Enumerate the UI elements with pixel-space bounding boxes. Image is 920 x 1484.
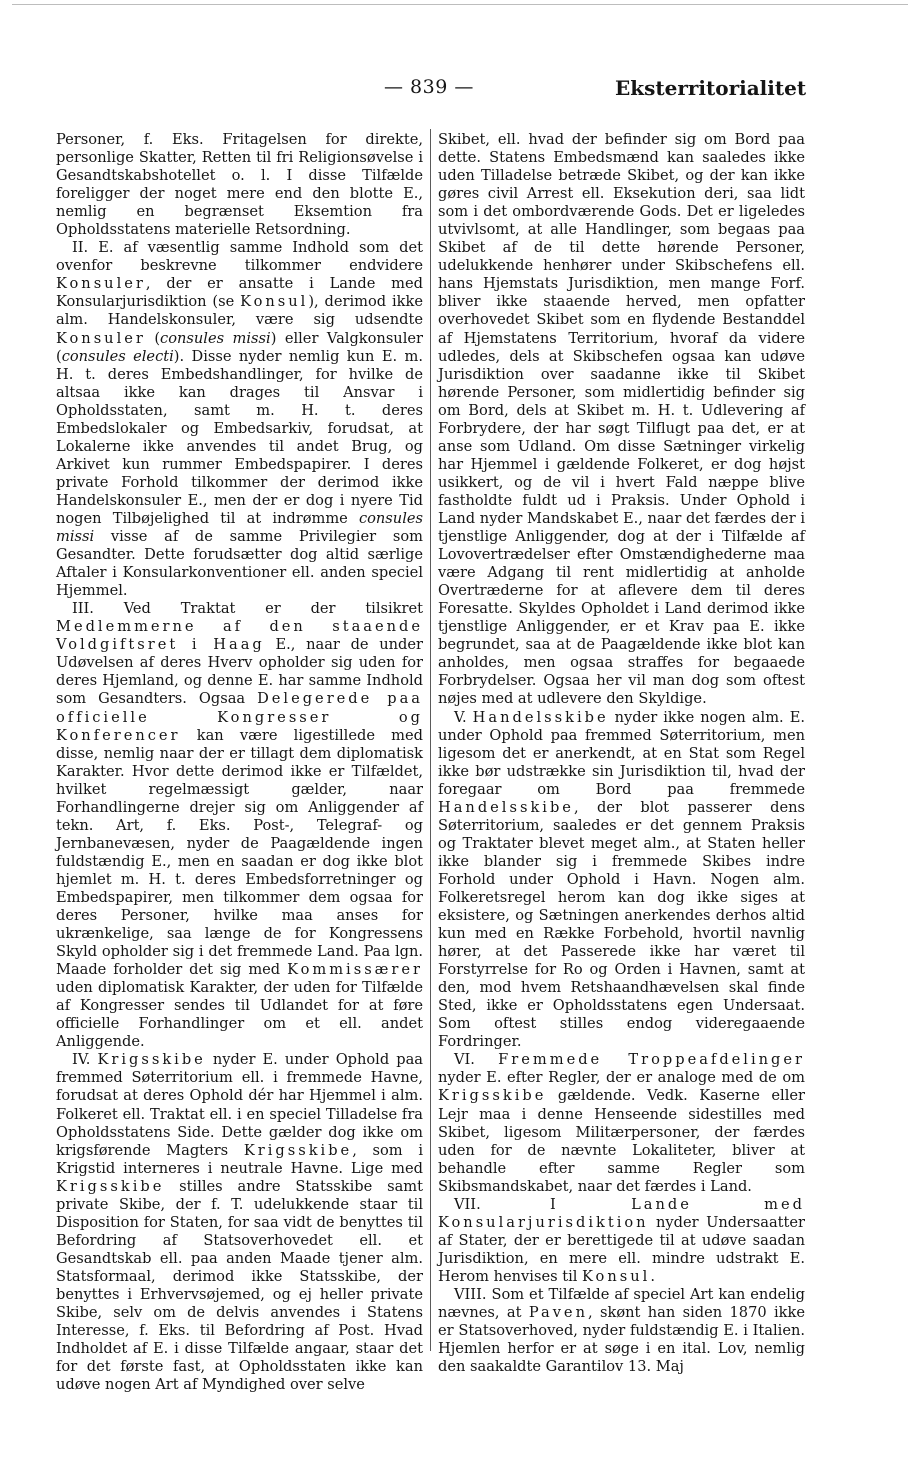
paragraph: IV. Krigsskibe nyder E. under Ophold paa fremmed Søterritorium ell. i fremmede Havne, forudsat at deres Ophold dér har Hjemmel i alm. Folkeret ell. Traktat ell. i en speciel Tilladelse fra Opholdsstatens Side. Dette gælder dog ikke om krigsførende Magters Krigsskibe, som i Krigstid interneres i neutrale Havne. Lige med Krigsskibe stilles andre Statsskibe samt private Skibe, der f. T. udelukkende staar til Disposition for Staten, for saa vidt de benyttes til Befordring af Statsoverhovedet ell. et Gesandtskab ell. paa anden Maade tjener alm. Statsformaal, derimod ikke Statsskibe, der benyttes i Erhvervsøjemed, og ej heller private Skibe, selv om de delvis anvendes i Statens Interesse, f. Eks. til Befordring af Post. Hvad Indholdet af E. i disse Tilfælde angaar, staar det for det første fast, at Opholdsstaten ikke kan udøve nogen Art af Myndighed over selve bbox=[56, 1051, 423, 1394]
paragraph: III. Ved Traktat er der tilsikret Medlemmerne af den staaende Voldgiftsret i Haag E., naar de under Udøvelsen af deres Hverv opholder sig uden for deres Hjemland, og denne E. har samme Indhold som Gesandters. Ogsaa Delegerede paa officielle Kongresser og Konferencer kan være ligestillede med disse, nemlig naar der er tillagt dem diplomatisk Karakter. Hvor dette derimod ikke er Tilfældet, hvilket regelmæssigt gælder, naar Forhandlingerne drejer sig om Anliggender af tekn. Art, f. Eks. Post-, Telegraf- og Jernbanevæsen, nyder de Paagældende ingen fuldstændig E., men en saadan er dog ikke blot hjemlet m. H. t. deres Embedsforretninger og Embedspapirer, men tilkommer dem ogsaa for deres Personer, hvilke maa anses for ukrænkelige, saa længe de for Kongressens Skyld opholder sig i det fremmede Land. Paa lgn. Maade forholder det sig med Kommissærer uden diplomatisk Karakter, der uden for Tilfælde af Kongresser sendes til Udlandet for at føre officielle Forhandlinger om et ell. andet Anliggende. bbox=[56, 600, 424, 1051]
right-column bbox=[438, 131, 805, 1376]
paragraph: Personer, f. Eks. Fritagelsen for direkte, personlige Skatter, Retten til fri Religionsøvelse i Gesandtskabshotellet o. l. I disse Tilfælde foreligger der noget mere end den blotte E., nemlig en begrænset Eksemtion fra Opholdsstatens materielle Retsordning. bbox=[56, 131, 423, 239]
paragraph: II. E. af væsentlig samme Indhold som det ovenfor beskrevne tilkommer endvidere Konsuler, der er ansatte i Lande med Konsularjurisdiktion (se Konsul), derimod ikke alm. Handelskonsuler, være sig udsendte Konsuler (consules missi) eller Valgkonsuler (consules electi). Disse nyder nemlig kun E. m. H. t. deres Embedshandlinger, for hvilke de altsaa ikke kan drages til Ansvar i Opholdsstaten, samt m. H. t. deres Embedslokaler og Embedsarkiv, forudsat, at Lokalerne ikke anvendes til andet Brug, og Arkivet kun rummer Embedspapirer. I deres private Forhold tilkommer der derimod ikke Handelskonsuler E., men der er dog i nyere Tid nogen Tilbøjelighed til at indrømme consules missi visse af de samme Privilegier som Gesandter. Dette forudsætter dog altid særlige Aftaler i Konsularkonventioner ell. anden speciel Hjemmel. bbox=[56, 239, 423, 600]
column-divider bbox=[430, 129, 431, 1351]
page-number: — 839 — bbox=[384, 76, 474, 98]
paragraph: Skibet, ell. hvad der befinder sig om Bord paa dette. Statens Embedsmænd kan saaledes ikke uden Tilladelse betræde Skibet, og der kan ikke gøres civil Arrest ell. Eksekution deri, saa lidt som i det ombordværende Gods. Det er ligeledes utvivlsomt, at alle Handlinger, som begaas paa Skibet af de til dette hørende Personer, udelukkende henhører under Skibschefens ell. hans Hjemstats Jurisdiktion, men mange Forf. bliver ikke staaende herved, men opfatter overhovedet Skibet som en flydende Bestanddel af Hjemstatens Territorium, hvoraf da videre udledes, dels at Skibschefen ogsaa kan udøve Jurisdiktion over saadanne ikke til Skibet hørende Personer, som midlertidig befinder sig om Bord, dels at Skibet m. H. t. Udlevering af Forbrydere, der har søgt Tilflugt paa det, er at anse som Udland. Om disse Sætninger virkelig har Hjemmel i gældende Folkeret, er dog højst usikkert, og de vil i hvert Fald næppe blive fastholdte fuldt ud i Praksis. Under Ophold i Land nyder Mandskabet E., naar det færdes der i tjenstlige Anliggender, dog at der i Tilfælde af Lovovertrædelser efter Omstændighederne maa være Adgang til rent midlertidig at anholde Overtræderne for at aflevere dem til deres Foresatte. Skyldes Opholdet i Land derimod ikke tjenstlige Anliggender, er et Krav paa E. ikke begrundet, saa at de Paagældende ikke blot kan anholdes, men ogsaa straffes for begaaede Forbrydelser. Ogsaa her vil man dog som oftest nøjes med at udlevere den Skyldige. bbox=[438, 131, 805, 708]
paragraph: VIII. Som et Tilfælde af speciel Art kan endelig nævnes, at Paven, skønt han siden 1870 ikke er Statsoverhoved, nyder fuldstændig E. i Italien. Hjemlen herfor er at søge i en ital. Lov, nemlig den saakaldte Garantilov 13. Maj bbox=[438, 1286, 805, 1376]
top-rule bbox=[12, 4, 908, 5]
paragraph: VII. I Lande med Konsularjurisdiktion nyder Undersaatter af Stater, der er berettigede til at udøve saadan Jurisdiktion, en mere ell. mindre udstrakt E. Herom henvises til Konsul. bbox=[438, 1195, 805, 1285]
running-head: Eksterritorialitet bbox=[615, 76, 807, 100]
paragraph: VI. Fremmede Troppeafdelinger nyder E. efter Regler, der er analoge med de om Krigsskibe gældende. Vedk. Kaserne eller Lejr maa i denne Henseende sidestilles med Skibet, ligesom Militærpersoner, der færdes uden for de nævnte Lokaliteter, bliver at behandle efter samme Regler som Skibsmandskabet, naar det færdes i Land. bbox=[438, 1051, 805, 1195]
left-column bbox=[56, 131, 423, 1394]
paragraph: V. Handelsskibe nyder ikke nogen alm. E. under Ophold paa fremmed Søterritorium, men ligesom det er anerkendt, at en Stat som Regel ikke bør udstrække sin Jurisdiktion til, hvad der foregaar om Bord paa fremmede Handelsskibe, der blot passerer dens Søterritorium, saaledes er det gennem Praksis og Traktater blevet meget alm., at Staten heller ikke blander sig i fremmede Skibes indre Forhold under Ophold i Havn. Nogen alm. Folkeretsregel herom kan dog ikke siges at eksistere, og Sætningen anerkendes derhos altid kun med en Række Forbehold, hvortil navnlig hører, at det Passerede ikke har været til Forstyrrelse for Ro og Orden i Havnen, samt at den, mod hvem Retshaandhævelsen skal finde Sted, ikke er Opholdsstatens egen Undersaat. Som oftest stilles endog videregaaende Fordringer. bbox=[438, 708, 806, 1051]
